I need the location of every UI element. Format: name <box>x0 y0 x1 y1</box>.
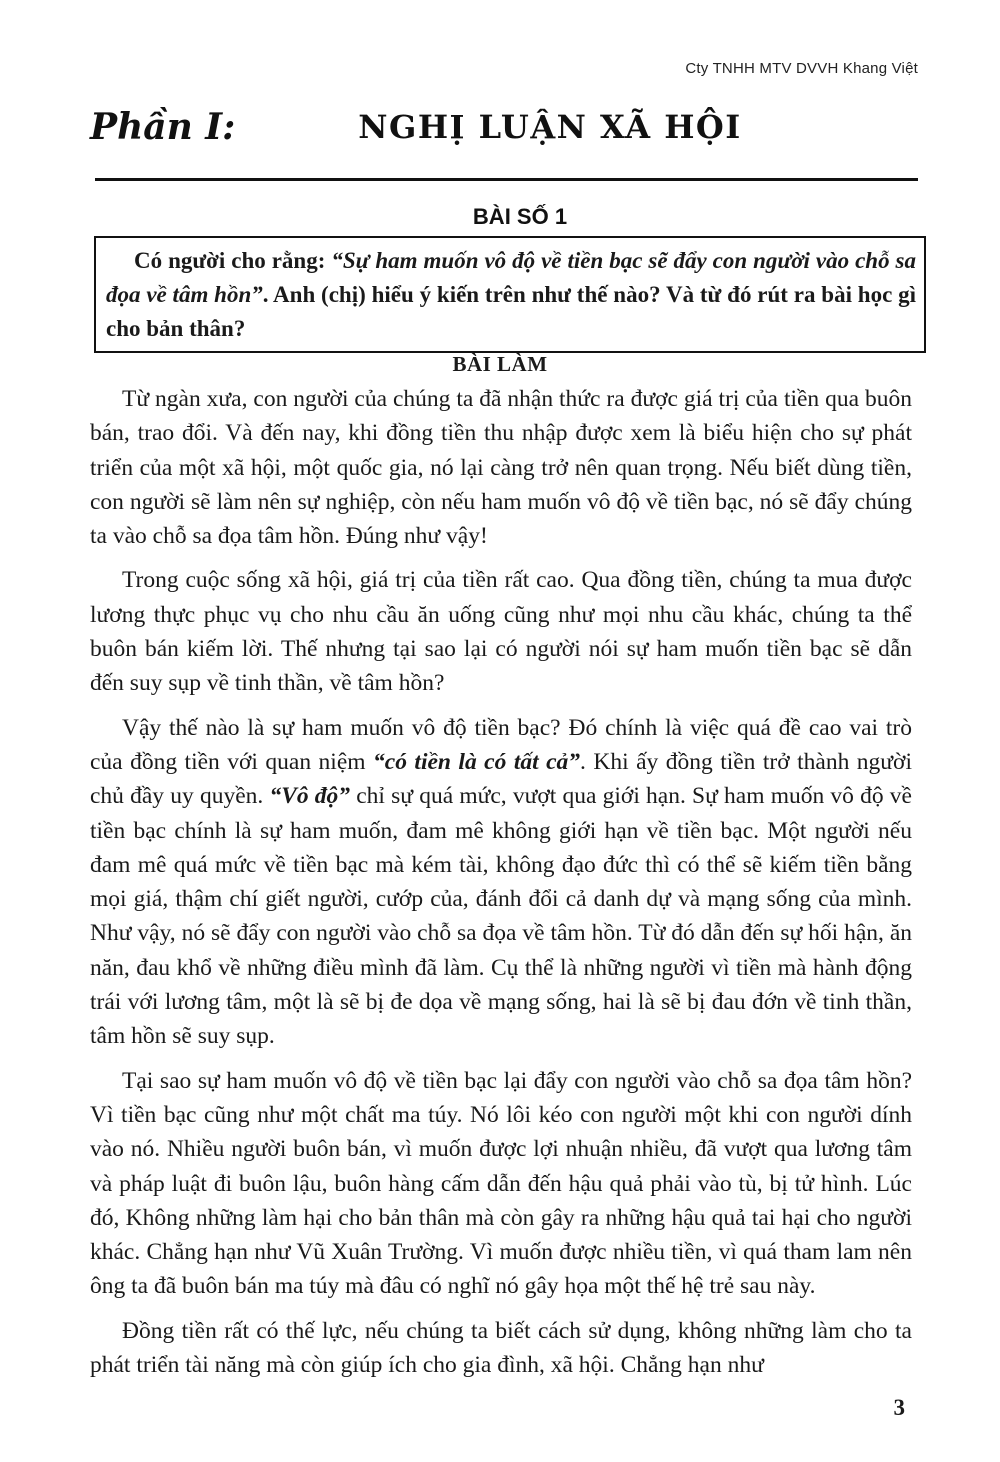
paragraph-3-part-e: chỉ sự quá mức, vượt qua giới hạn. Sự ham muốn vô độ về tiền bạc chính là sự ham muốn, đam mê không giới hạn về tiền bạc. Một người nếu đam mê quá mức về tiền bạc mà kém tài, không đạo đức thì có thể sẽ kiếm tiền bằng mọi giá, thậm chí giết người, cướp của, đánh đổi cả danh dự và mạng sống của mình. Như vậy, nó sẽ đẩy con người vào chỗ sa đọa về tâm hồn. Từ đó dẫn đến sự hối hận, ăn năn, đau khổ về những điều mình đã làm. Cụ thể là những người vì tiền mà hành động trái với lương tâm, một là sẽ bị đe dọa về mạng sống, hai là sẽ bị đau đớn về tinh thần, tâm hồn sẽ suy sụp. <box>90 783 912 1050</box>
paragraph-3-quote-1: “có tiền là có tất cả” <box>373 748 581 775</box>
paragraph-3-quote-2: “Vô độ” <box>269 783 351 810</box>
part-label: Phần I: <box>90 106 236 148</box>
lesson-number: BÀI SỐ 1 <box>472 204 568 229</box>
page-number: 3 <box>893 1395 905 1420</box>
paragraph-3-part-a: Vậy thế nào là sự ham muốn vô độ tiền bạc? Đó chính là việc quá đề cao vai trò của đồng tiền với quan niệm <box>90 714 912 775</box>
publisher-header: Cty TNHH MTV DVVH Khang Việt <box>685 60 918 77</box>
part-title: NGHỊ LUẬN XÃ HỘI <box>358 108 742 146</box>
prompt-question: . Anh (chị) hiểu ý kiến trên như thế nào? Và từ đó rút ra bài học gì cho bản thân? <box>106 282 917 341</box>
answer-body <box>90 382 912 1392</box>
paragraph-4: Tại sao sự ham muốn vô độ về tiền bạc lại đẩy con người vào chỗ sa đọa tâm hồn? Vì tiền bạc cũng như một chất ma túy. Nó lôi kéo con người một khi con người dính vào nó. Nhiều người buôn bán, vì muốn được lợi nhuận nhiều, đã vượt qua lương tâm và pháp luật đi buôn lậu, buôn hàng cấm dẫn đến hậu quả phải vào tù, bị tử hình. Lúc đó, Không những làm hại cho bản thân mà còn gây ra những hậu quả tai hại cho người khác. Chẳng hạn như Vũ Xuân Trường. Vì muốn được nhiều tiền, vì quá tham lam nên ông ta đã buôn bán ma túy mà đâu có nghĩ nó gây họa một thế hệ trẻ sau này. <box>90 1067 912 1300</box>
paragraph-1: Từ ngàn xưa, con người của chúng ta đã nhận thức ra được giá trị của tiền qua buôn bán, trao đổi. Và đến nay, khi đồng tiền thu nhập được xem là biểu hiện cho sự phát triển của một xã hội, một quốc gia, nó lại càng trở nên quan trọng. Nếu biết dùng tiền, con người sẽ làm nên sự nghiệp, còn nếu ham muốn vô độ về tiền bạc, nó sẽ đẩy chúng ta vào chỗ sa đọa tâm hồn. Đúng như vậy! <box>90 386 912 550</box>
header-divider <box>95 178 918 181</box>
prompt-intro: Có người cho rằng: <box>134 248 332 273</box>
paragraph-5: Đồng tiền rất có thế lực, nếu chúng ta biết cách sử dụng, không những làm cho ta phát triển tài năng mà còn giúp ích cho gia đình, xã hội. Chẳng hạn như <box>90 1317 912 1379</box>
prompt-quote: “Sự ham muốn vô độ về tiền bạc sẽ đẩy con người vào chỗ sa đọa về tâm hồn” <box>106 248 916 307</box>
answer-heading: BÀI LÀM <box>452 352 548 376</box>
paragraph-2: Trong cuộc sống xã hội, giá trị của tiền rất cao. Qua đồng tiền, chúng ta mua được lương thực phục vụ cho nhu cầu ăn uống cũng như mọi nhu cầu khác, chúng ta thể buôn bán kiếm lời. Thế nhưng tại sao lại có người nói sự ham muốn tiền bạc sẽ dẫn đến suy sụp về tinh thần, về tâm hồn? <box>90 567 912 697</box>
lesson-prompt-box <box>94 236 926 353</box>
paragraph-3 <box>90 711 912 1054</box>
paragraph-3-part-c: . Khi ấy đồng tiền trở thành người chủ đầy uy quyền. <box>90 748 913 810</box>
